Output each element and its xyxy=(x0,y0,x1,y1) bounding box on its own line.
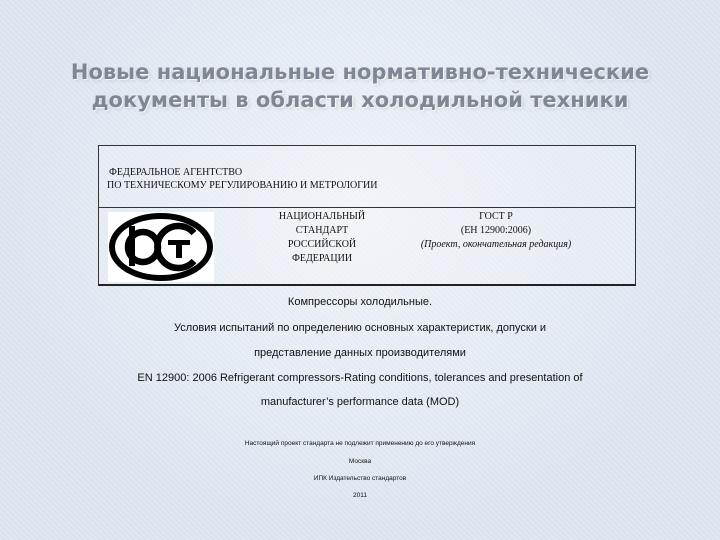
publisher-name: ИПК Издательство стандартов xyxy=(313,475,407,482)
national-line-2: СТАНДАРТ xyxy=(295,225,349,236)
national-line-4: ФЕДЕРАЦИИ xyxy=(291,253,353,264)
body-line-2: Условия испытаний по определению основных характеристик, допуски и xyxy=(173,322,547,334)
rst-logo-icon xyxy=(108,212,214,282)
agency-line-1: ФЕДЕРАЛЬНОЕ АГЕНТСТВО xyxy=(109,167,243,178)
slide-title-line-1: Новые национальные нормативно-технические xyxy=(70,60,650,84)
body-line-3: представление данных производителями xyxy=(254,347,466,359)
block-divider xyxy=(99,207,635,208)
agency-name xyxy=(107,166,377,192)
draft-notice: Настоящий проект стандарта не подлежит применению до его утверждения xyxy=(244,440,476,447)
slide-title xyxy=(0,58,720,114)
national-line-3: РОССИЙСКОЙ xyxy=(287,239,357,250)
standard-title-block xyxy=(98,145,636,286)
body-line-5: manufacturer’s performance data (MOD) xyxy=(260,396,460,408)
body-line-1: Компрессоры холодильные. xyxy=(287,296,433,308)
rst-logo xyxy=(108,212,214,282)
gost-line-2: (ЕН 12900:2006) xyxy=(460,225,532,236)
publication-year: 2011 xyxy=(353,492,367,499)
publication-city: Москва xyxy=(348,458,372,465)
agency-line-2: ПО ТЕХНИЧЕСКОМУ РЕГУЛИРОВАНИЮ И МЕТРОЛОГИИ xyxy=(107,180,378,191)
gost-line-3: (Проект, окончательная редакция) xyxy=(420,239,572,250)
body-line-4: EN 12900: 2006 Refrigerant compressors-Rating conditions, tolerances and presentation of xyxy=(137,372,583,384)
gost-designation xyxy=(401,210,591,252)
slide-title-line-2: документы в области холодильной техники xyxy=(91,88,629,112)
national-line-1: НАЦИОНАЛЬНЫЙ xyxy=(278,211,366,222)
gost-line-1: ГОСТ Р xyxy=(479,211,513,222)
national-standard-label xyxy=(249,210,395,266)
